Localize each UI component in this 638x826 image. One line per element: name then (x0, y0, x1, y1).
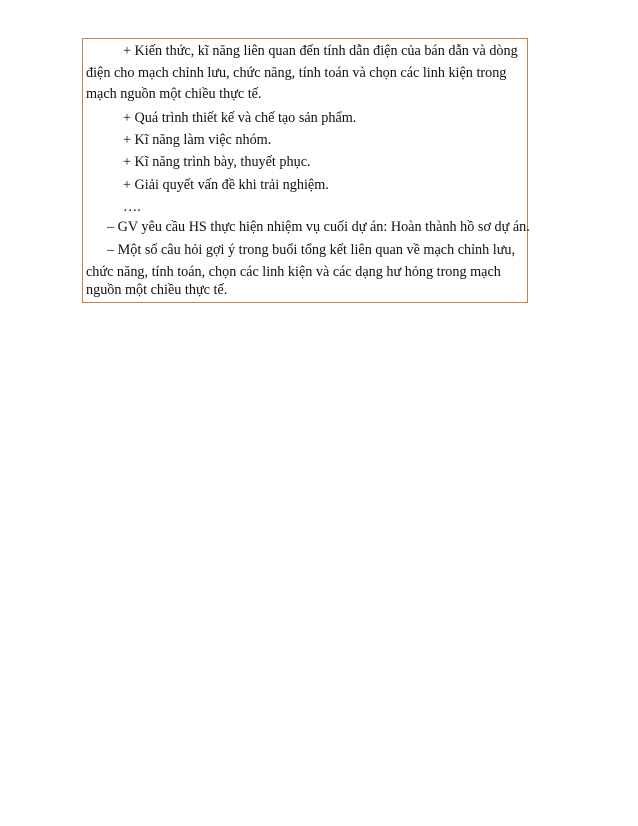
dash-suggested-questions: – Một số câu hỏi gợi ý trong buổi tổng kết liên quan về mạch chỉnh lưu, (107, 242, 516, 258)
text-line: chức năng, tính toán, chọn các linh kiện và các dạng hư hỏng trong mạch (86, 264, 501, 280)
text-line: nguồn một chiều thực tế. (86, 282, 228, 298)
bullet-presentation: + Kĩ năng trình bày, thuyết phục. (123, 154, 311, 170)
bullet-problem-solving: + Giải quyết vấn đề khi trải nghiệm. (123, 177, 329, 193)
dash-teacher-request: – GV yêu cầu HS thực hiện nhiệm vụ cuối dự án: Hoàn thành hồ sơ dự án. (107, 219, 530, 235)
bullet-teamwork: + Kĩ năng làm việc nhóm. (123, 132, 272, 148)
bullet-knowledge-skills: + Kiến thức, kĩ năng liên quan đến tính dẫn điện của bán dẫn và dòng (123, 43, 518, 59)
text-line: điện cho mạch chỉnh lưu, chức năng, tính toán và chọn các linh kiện trong (86, 65, 507, 81)
text-line: mạch nguồn một chiều thực tế. (86, 86, 262, 102)
bullet-design-process: + Quá trình thiết kế và chế tạo sản phẩm. (123, 110, 357, 126)
ellipsis: …. (123, 199, 141, 215)
